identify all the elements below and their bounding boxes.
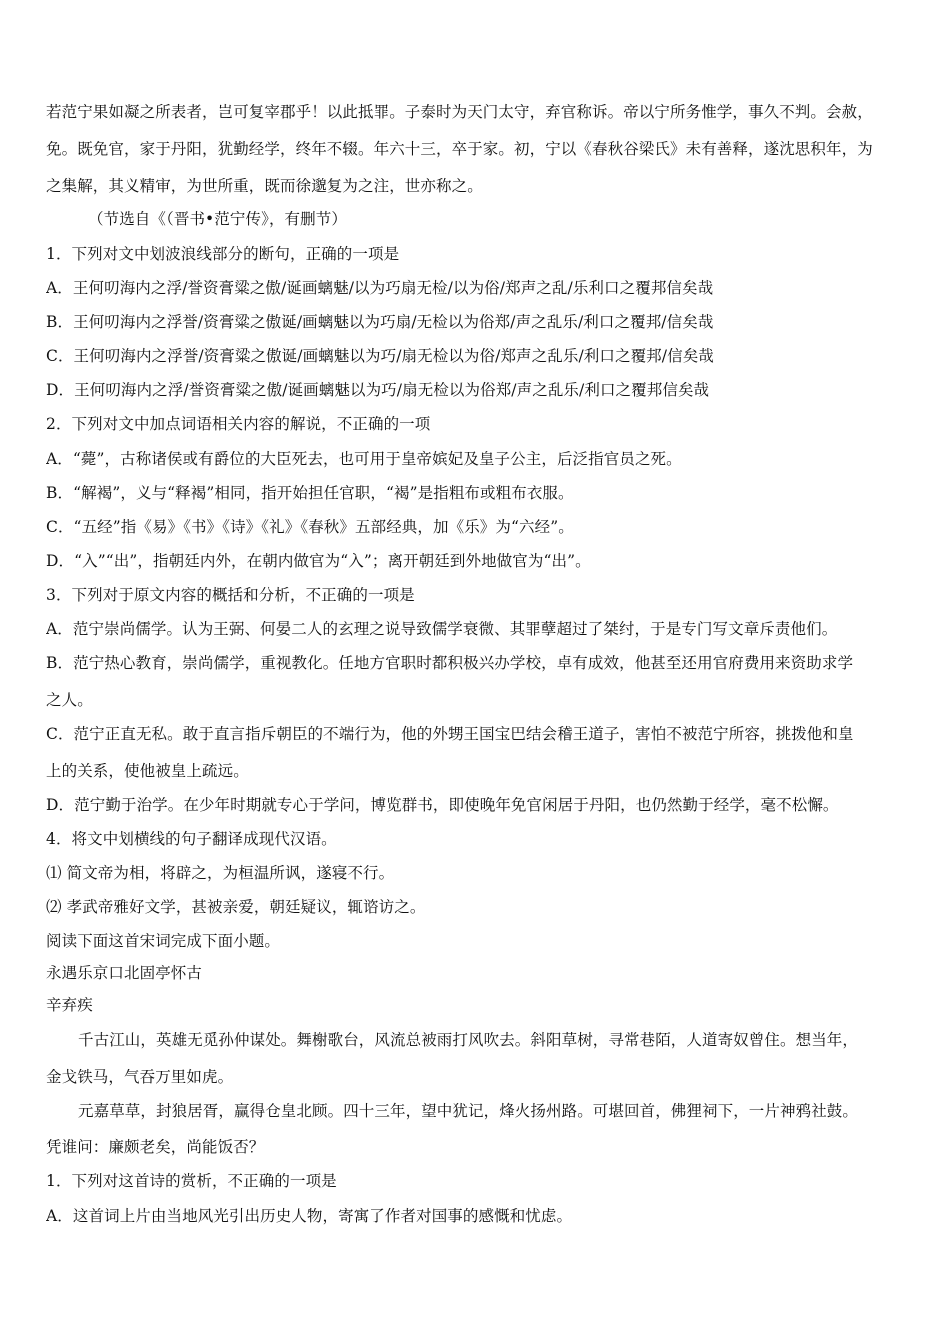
option-d: D．“入”“出”，指朝廷内外，在朝内做官为“入”；离开朝廷到外地做官为“出”。 — [46, 552, 591, 570]
translation-item: ⑴ 简文帝为相，将辟之，为桓温所讽，遂寝不行。 — [46, 864, 395, 882]
poem-line: 金戈铁马，气吞万里如虎。 — [46, 1068, 234, 1086]
question-stem: 4．将文中划横线的句子翻译成现代汉语。 — [46, 830, 337, 848]
option-b-continued: 之人。 — [46, 691, 93, 709]
option-b: B．王何叨海内之浮誉/资膏粱之傲诞/画螭魅以为巧扇/无检以为俗郑/声之乱乐/利口之覆邦/信矣哉 — [46, 313, 714, 331]
option-a: A．范宁崇尚儒学。认为王弼、何晏二人的玄理之说导致儒学衰微、其罪孽超过了桀纣，于是专门写文章斥责他们。 — [46, 620, 838, 638]
question-stem: 1．下列对文中划波浪线部分的断句，正确的一项是 — [46, 245, 400, 263]
question-stem: 3．下列对于原文内容的概括和分析，不正确的一项是 — [46, 586, 415, 604]
poem-title: 永遇乐京口北固亭怀古 — [46, 964, 203, 982]
reading-instruction: 阅读下面这首宋词完成下面小题。 — [46, 932, 281, 950]
option-b: B．范宁热心教育，崇尚儒学，重视教化。任地方官职时都积极兴办学校，卓有成效，他甚至还用官府费用来资助求学 — [46, 654, 854, 672]
option-d: D．范宁勤于治学。在少年时期就专心于学问，博览群书，即使晚年免官闲居于丹阳，也仍然勤于经学，毫不松懈。 — [46, 796, 839, 814]
option-c: C．范宁正直无私。敢于直言指斥朝臣的不端行为，他的外甥王国宝巴结会稽王道子，害怕不被范宁所容，挑拨他和皇 — [46, 725, 854, 743]
option-a: A．这首词上片由当地风光引出历史人物，寄寓了作者对国事的感慨和忧虑。 — [46, 1207, 573, 1225]
poem-line: 元嘉草草，封狼居胥，赢得仓皇北顾。四十三年，望中犹记，烽火扬州路。可堪回首，佛狸祠下，一片神鸦社鼓。 — [78, 1102, 859, 1120]
passage-line: 之集解，其义精审，为世所重，既而徐邈复为之注，世亦称之。 — [46, 177, 483, 195]
option-c: C．“五经”指《易》《书》《诗》《礼》《春秋》五部经典，加《乐》为“六经”。 — [46, 518, 574, 536]
option-a: A．王何叨海内之浮/誉资膏粱之傲/诞画螭魅/以为巧扇无检/以为俗/郑声之乱/乐利口之覆邦信矣哉 — [46, 279, 714, 297]
poem-line: 千古江山，英雄无觅孙仲谋处。舞榭歌台，风流总被雨打风吹去。斜阳草树，寻常巷陌，人道寄奴曾住。想当年， — [78, 1031, 859, 1049]
question-stem: 2．下列对文中加点词语相关内容的解说，不正确的一项 — [46, 415, 431, 433]
option-c: C．王何叨海内之浮誉/资膏粱之傲诞/画螭魅以为巧/扇无检以为俗/郑声之乱乐/利口之覆邦/信矣哉 — [46, 347, 714, 365]
question-stem: 1．下列对这首诗的赏析，不正确的一项是 — [46, 1172, 337, 1190]
passage-line: 若范宁果如凝之所表者，岂可复宰郡乎！以此抵罪。子泰时为天门太守，弃官称诉。帝以宁所务惟学，事久不判。会赦， — [46, 103, 873, 121]
passage-source: （节选自《（晋书•范宁传》，有删节） — [88, 210, 347, 228]
option-c-continued: 上的关系，使他被皇上疏远。 — [46, 762, 249, 780]
poem-line: 凭谁问：廉颇老矣，尚能饭否？ — [46, 1138, 265, 1156]
option-d: D．王何叨海内之浮/誉资膏粱之傲/诞画螭魅以为巧/扇无检以为俗郑/声之乱乐/利口之覆邦信矣哉 — [46, 381, 710, 399]
option-b: B．“解褐”，义与“释褐”相同，指开始担任官职，“褐”是指粗布或粗布衣服。 — [46, 484, 574, 502]
translation-item: ⑵ 孝武帝雅好文学，甚被亲爱，朝廷疑议，辄谘访之。 — [46, 898, 426, 916]
option-a: A．“薨”，古称诸侯或有爵位的大臣死去，也可用于皇帝嫔妃及皇子公主，后泛指官员之死。 — [46, 450, 682, 468]
poem-author: 辛弃疾 — [46, 996, 93, 1014]
passage-line: 免。既免官，家于丹阳，犹勤经学，终年不辍。年六十三，卒于家。初，宁以《春秋谷梁氏》未有善释，遂沈思积年，为 — [46, 140, 873, 158]
